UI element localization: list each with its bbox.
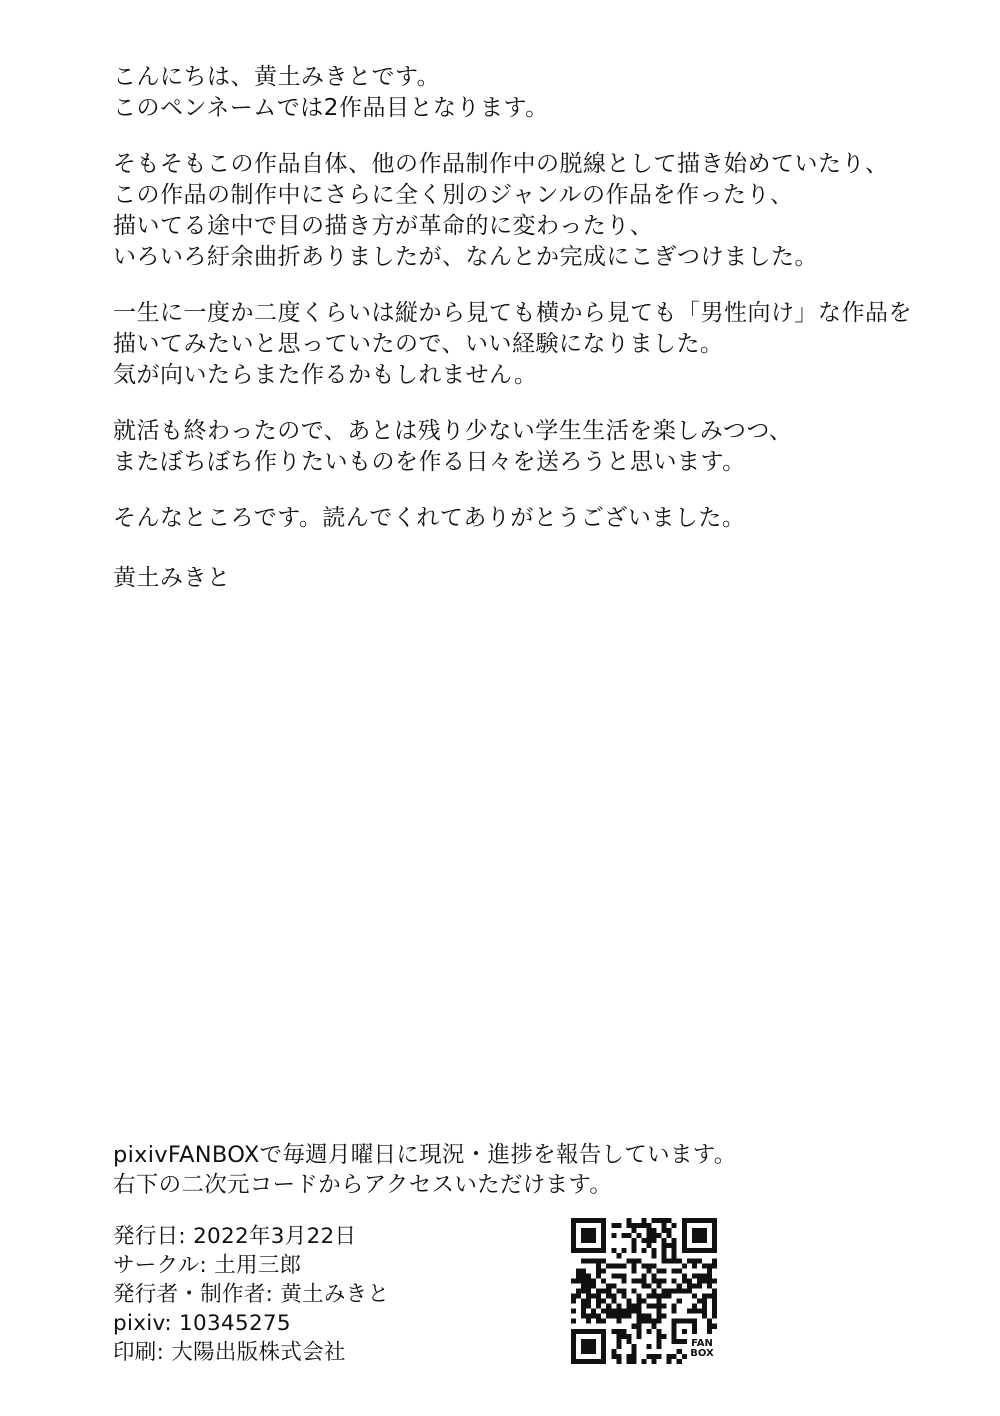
notice-line: 右下の二次元コードからアクセスいただけます。 [113, 1172, 613, 1198]
text-line: こんにちは、黄土みきとです。 [113, 64, 441, 90]
paragraph-production [113, 149, 893, 273]
afterword-text [113, 62, 912, 559]
paragraph-future [113, 416, 893, 478]
colophon-pixiv-id: pixiv: 10345275 [113, 1311, 291, 1336]
paragraph-thanks [113, 503, 893, 534]
colophon-publish-date: 発行日: 2022年3月22日 [113, 1224, 357, 1249]
fanbox-notice [113, 1140, 813, 1200]
fanbox-logo-text: BOX [690, 1348, 714, 1359]
colophon-printer: 印刷: 大陽出版株式会社 [113, 1340, 346, 1365]
text-line: そんなところです。読んでくれてありがとうございました。 [113, 505, 746, 531]
text-line: 一生に一度か二度くらいは縦から見ても横から見ても「男性向け」な作品を [113, 300, 912, 326]
colophon-publisher: 発行者・制作者: 黄土みきと [113, 1282, 390, 1307]
colophon-circle: サークル: 土用三郎 [113, 1253, 302, 1278]
author-signature: 黄土みきと [113, 565, 231, 591]
text-line: またぼちぼち作りたいものを作る日々を送ろうと思います。 [113, 449, 746, 475]
text-line: 描いてみたいと思っていたので、いい経験になりました。 [113, 331, 724, 357]
fanbox-logo-text: FAN [691, 1338, 713, 1349]
notice-line: pixivFANBOXで毎週月曜日に現況・進捗を報告しています。 [113, 1142, 737, 1168]
text-line: 描いてる途中で目の描き方が革命的に変わったり、 [113, 213, 654, 239]
text-line: 就活も終わったので、あとは残り少ない学生生活を楽しみつつ、 [113, 418, 793, 444]
text-line: いろいろ紆余曲折ありましたが、なんとか完成にこぎつけました。 [113, 244, 818, 270]
text-line: 気が向いたらまた作るかもしれません。 [113, 362, 538, 388]
text-line: この作品の制作中にさらに全く別のジャンルの作品を作ったり、 [113, 182, 794, 208]
colophon [113, 1222, 533, 1367]
paragraph-greeting [113, 62, 893, 124]
qr-code[interactable] [571, 1218, 717, 1364]
paragraph-experience [113, 298, 912, 391]
fanbox-logo-icon [687, 1334, 717, 1364]
text-line: このペンネームでは2作品目となります。 [113, 95, 549, 121]
text-line: そもそもこの作品自体、他の作品制作中の脱線として描き始めていたり、 [113, 151, 889, 177]
